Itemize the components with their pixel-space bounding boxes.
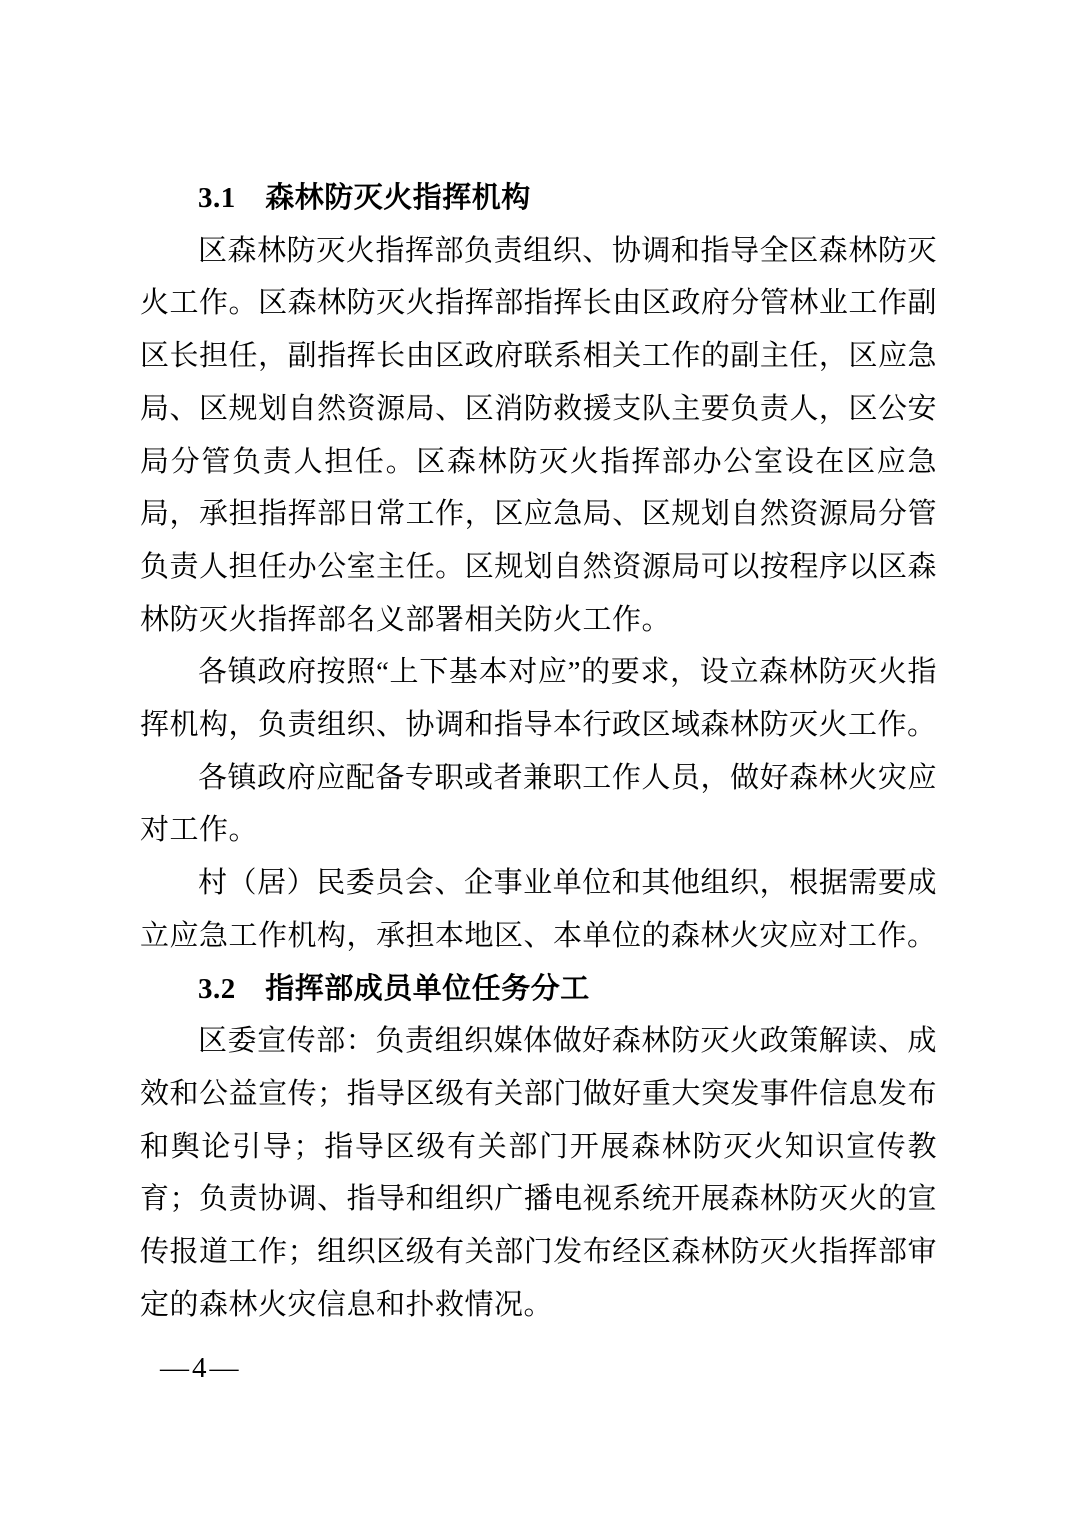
section-heading-3-2: 3.2 指挥部成员单位任务分工 <box>198 972 590 1005</box>
page-number: —4— <box>160 1352 242 1384</box>
section-heading-3-1: 3.1 森林防灭火指挥机构 <box>198 182 531 214</box>
paragraph-village-committees: 村（居）民委员会、企事业单位和其他组织，根据需要成立应急工作机构，承担本地区、本单位的森林火灾应对工作。 <box>140 867 937 952</box>
paragraph-command-organization: 区森林防灭火指挥部负责组织、协调和指导全区森林防灭火工作。区森林防灭火指挥部指挥长由区政府分管林业工作副区长担任，副指挥长由区政府联系相关工作的副主任，区应急局、区规划自然资源局、区消防救援支队主要负责人，区公安局分管负责人担任。区森林防灭火指挥部办公室设在区应急局，承担指挥部日常工作，区应急局、区规划自然资源局分管负责人担任办公室主任。区规划自然资源局可以按程序以区森林防灭火指挥部名义部署相关防火工作。 <box>140 234 937 636</box>
document-body <box>140 172 937 1331</box>
paragraph-propaganda-department-duties: 区委宣传部：负责组织媒体做好森林防灭火政策解读、成效和公益宣传；指导区级有关部门做好重大突发事件信息发布和舆论引导；指导区级有关部门开展森林防灭火知识宣传教育；负责协调、指导和组织广播电视系统开展森林防灭火的宣传报道工作；组织区级有关部门发布经区森林防灭火指挥部审定的森林火灾信息和扑救情况。 <box>140 1025 937 1321</box>
paragraph-town-governments-staffing: 各镇政府应配备专职或者兼职工作人员，做好森林火灾应对工作。 <box>140 761 937 847</box>
paragraph-town-governments-setup: 各镇政府按照“上下基本对应”的要求，设立森林防灭火指挥机构，负责组织、协调和指导本行政区域森林防灭火工作。 <box>140 656 937 742</box>
